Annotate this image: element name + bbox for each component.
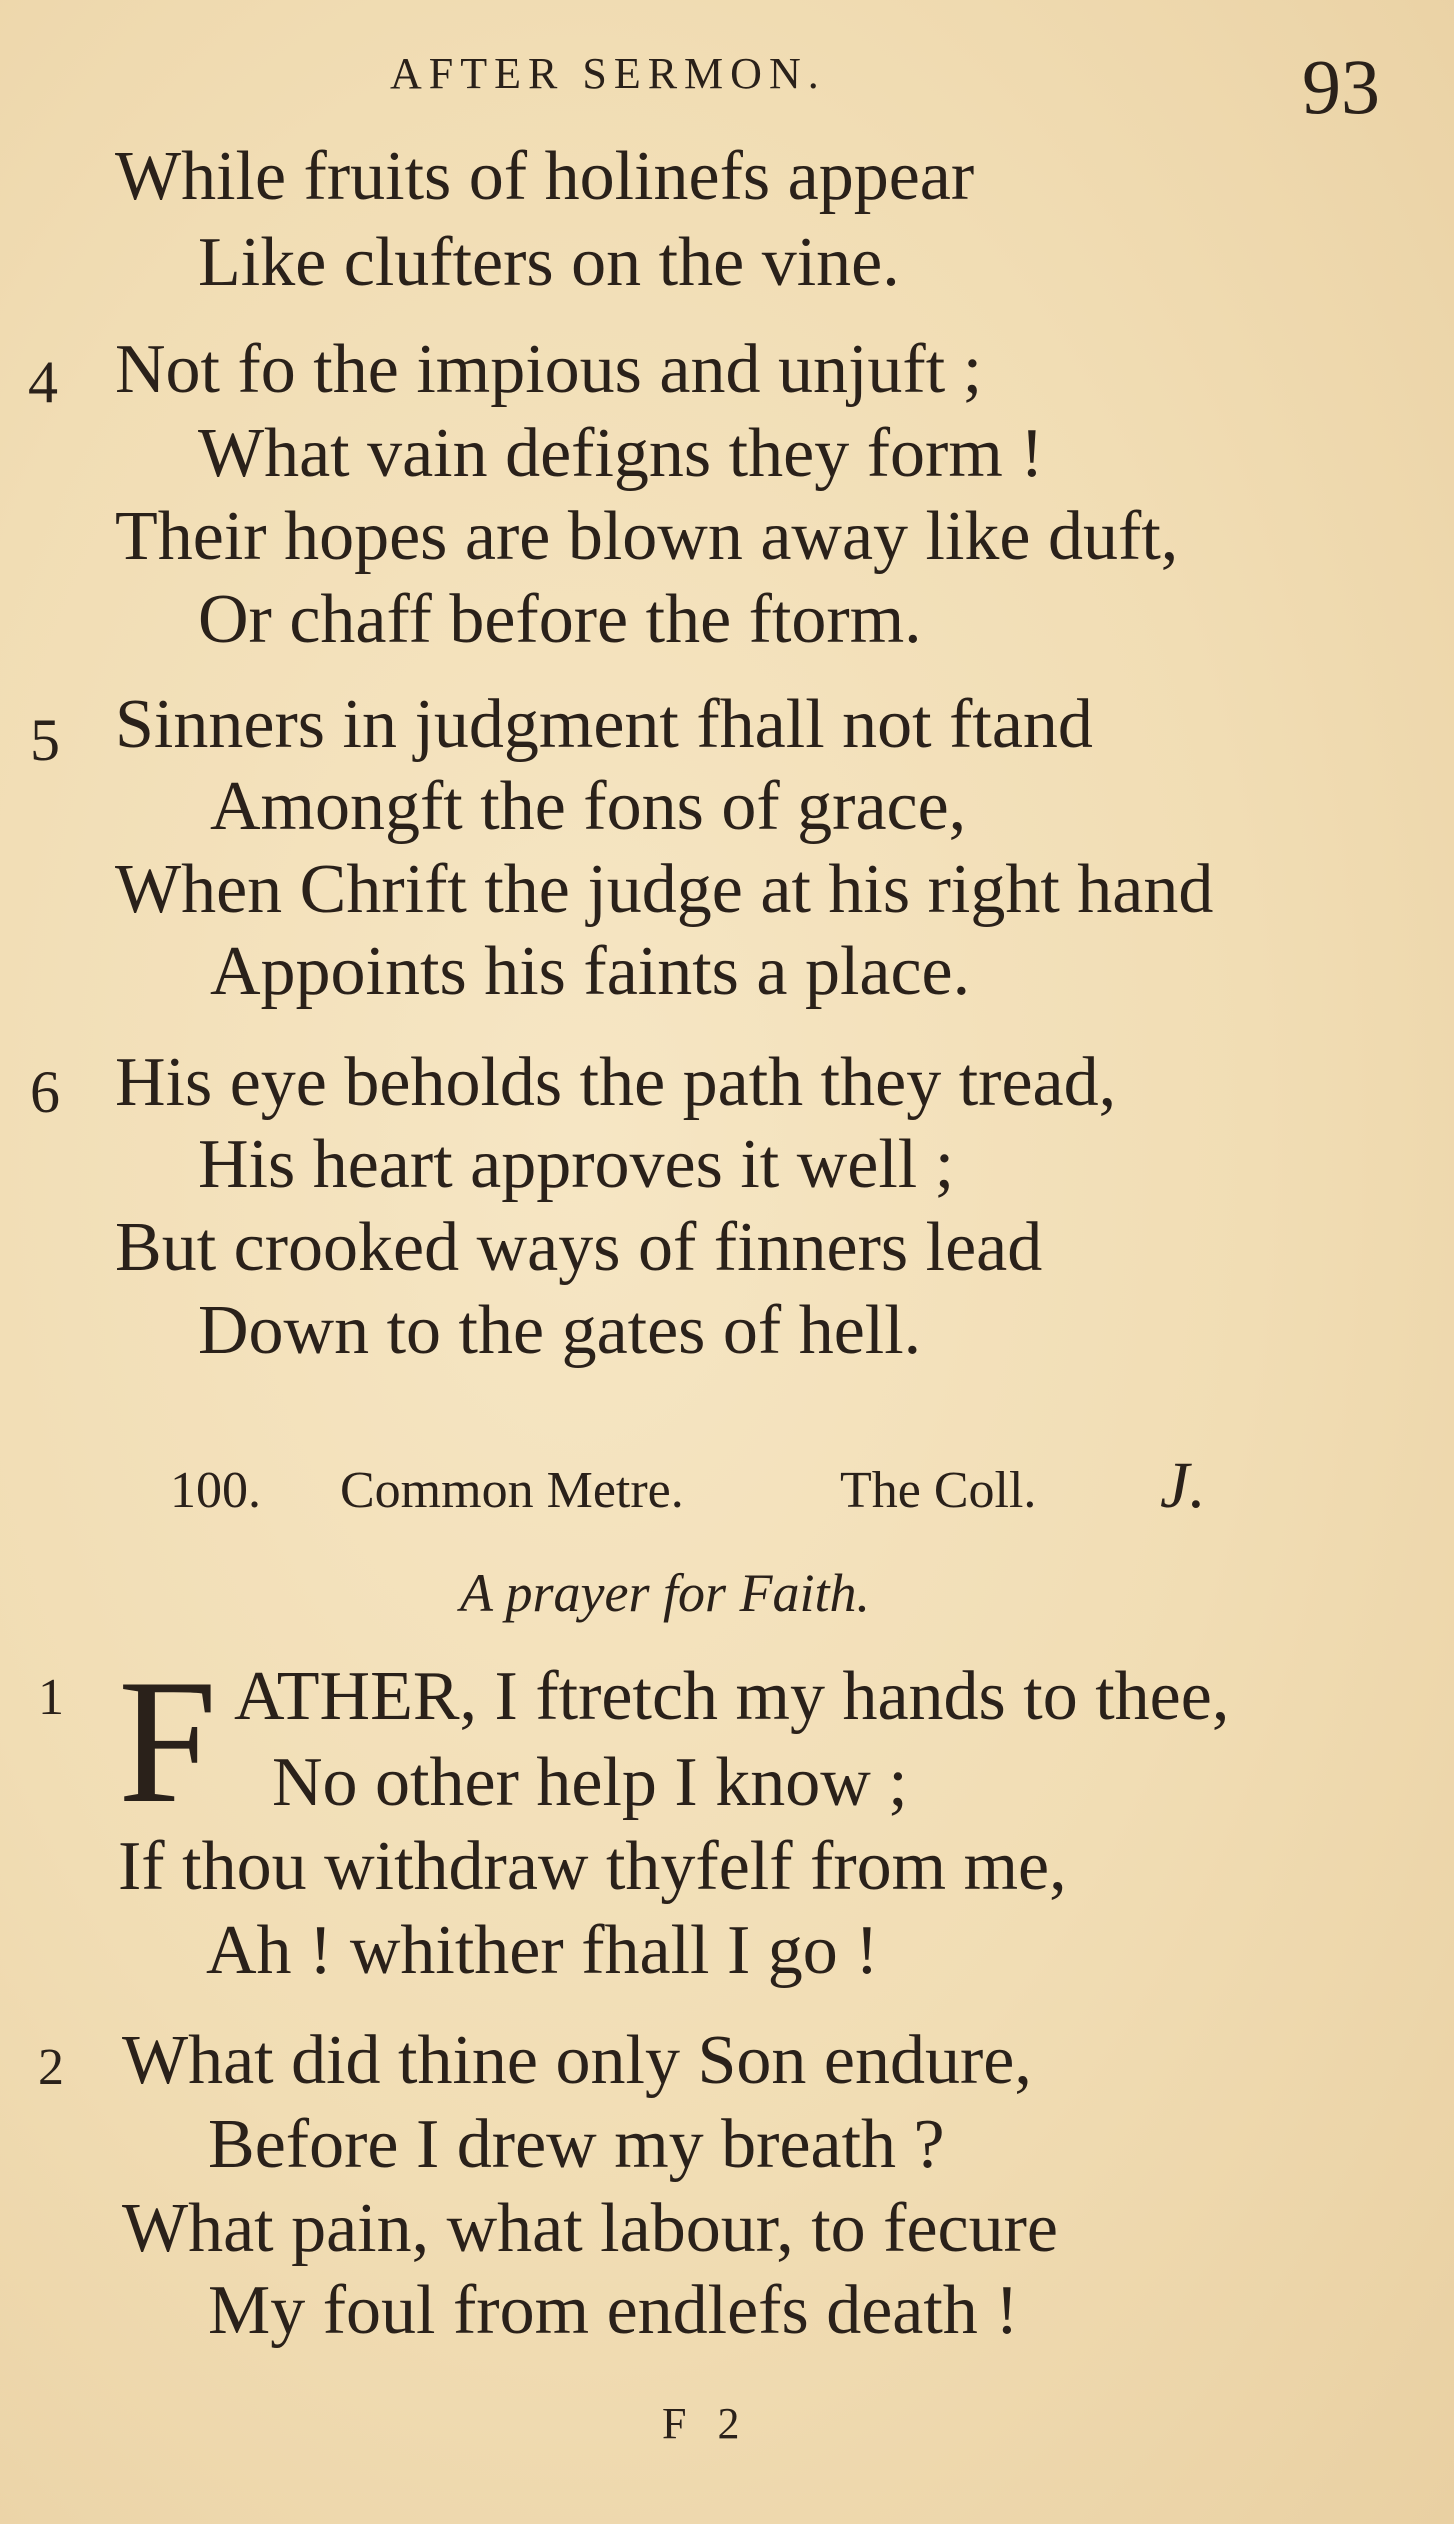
verse-line: When Chrift the judge at his right hand <box>115 851 1214 928</box>
verse-line: Before I drew my breath ? <box>208 2106 945 2183</box>
verse-line: What vain defigns they form ! <box>198 415 1044 492</box>
stanza-number: 2 <box>38 2039 64 2096</box>
hymn-metre: Common Metre. <box>340 1462 684 1519</box>
hymn-number: 100. <box>170 1462 261 1519</box>
running-header: AFTER SERMON. <box>390 49 826 98</box>
stanza-number: 1 <box>38 1669 64 1726</box>
hymn-author-mark: J. <box>1160 1449 1206 1522</box>
verse-line: Down to the gates of hell. <box>198 1292 922 1369</box>
verse-line: My foul from endlefs death ! <box>208 2272 1019 2349</box>
verse-line: Not fo the impious and unjuft ; <box>115 331 983 408</box>
hymn-subtitle: A prayer for Faith. <box>460 1563 870 1623</box>
verse-line: ATHER, I ftretch my hands to thee, <box>234 1658 1230 1735</box>
verse-line: Like clufters on the vine. <box>198 224 900 301</box>
signature-mark: F 2 <box>662 2399 750 2448</box>
verse-line: No other help I know ; <box>272 1744 908 1821</box>
verse-line: Appoints his faints a place. <box>210 933 971 1010</box>
verse-line: Or chaff before the ftorm. <box>198 581 922 658</box>
stanza-number: 5 <box>30 707 60 773</box>
verse-line: Ah ! whither fhall I go ! <box>206 1912 879 1989</box>
verse-line: Amongft the fons of grace, <box>210 768 967 845</box>
verse-line: If thou withdraw thyfelf from me, <box>118 1828 1067 1905</box>
drop-cap: F <box>118 1642 217 1840</box>
stanza-number: 6 <box>30 1059 60 1125</box>
stanza-number: 4 <box>28 349 58 415</box>
verse-line: While fruits of holinefs appear <box>115 138 975 215</box>
verse-line: Their hopes are blown away like duft, <box>115 498 1179 575</box>
verse-line: What did thine only Son endure, <box>122 2022 1032 2099</box>
verse-line: What pain, what labour, to fecure <box>122 2190 1058 2267</box>
hymn-tune: The Coll. <box>840 1462 1037 1519</box>
hymn-heading <box>170 1448 1206 1524</box>
verse-line: His heart approves it well ; <box>198 1126 955 1203</box>
page-number: 93 <box>1302 43 1380 130</box>
verse-line: But crooked ways of finners lead <box>115 1209 1043 1286</box>
verse-line: His eye beholds the path they tread, <box>115 1044 1117 1121</box>
verse-line: Sinners in judgment fhall not ftand <box>115 686 1093 763</box>
